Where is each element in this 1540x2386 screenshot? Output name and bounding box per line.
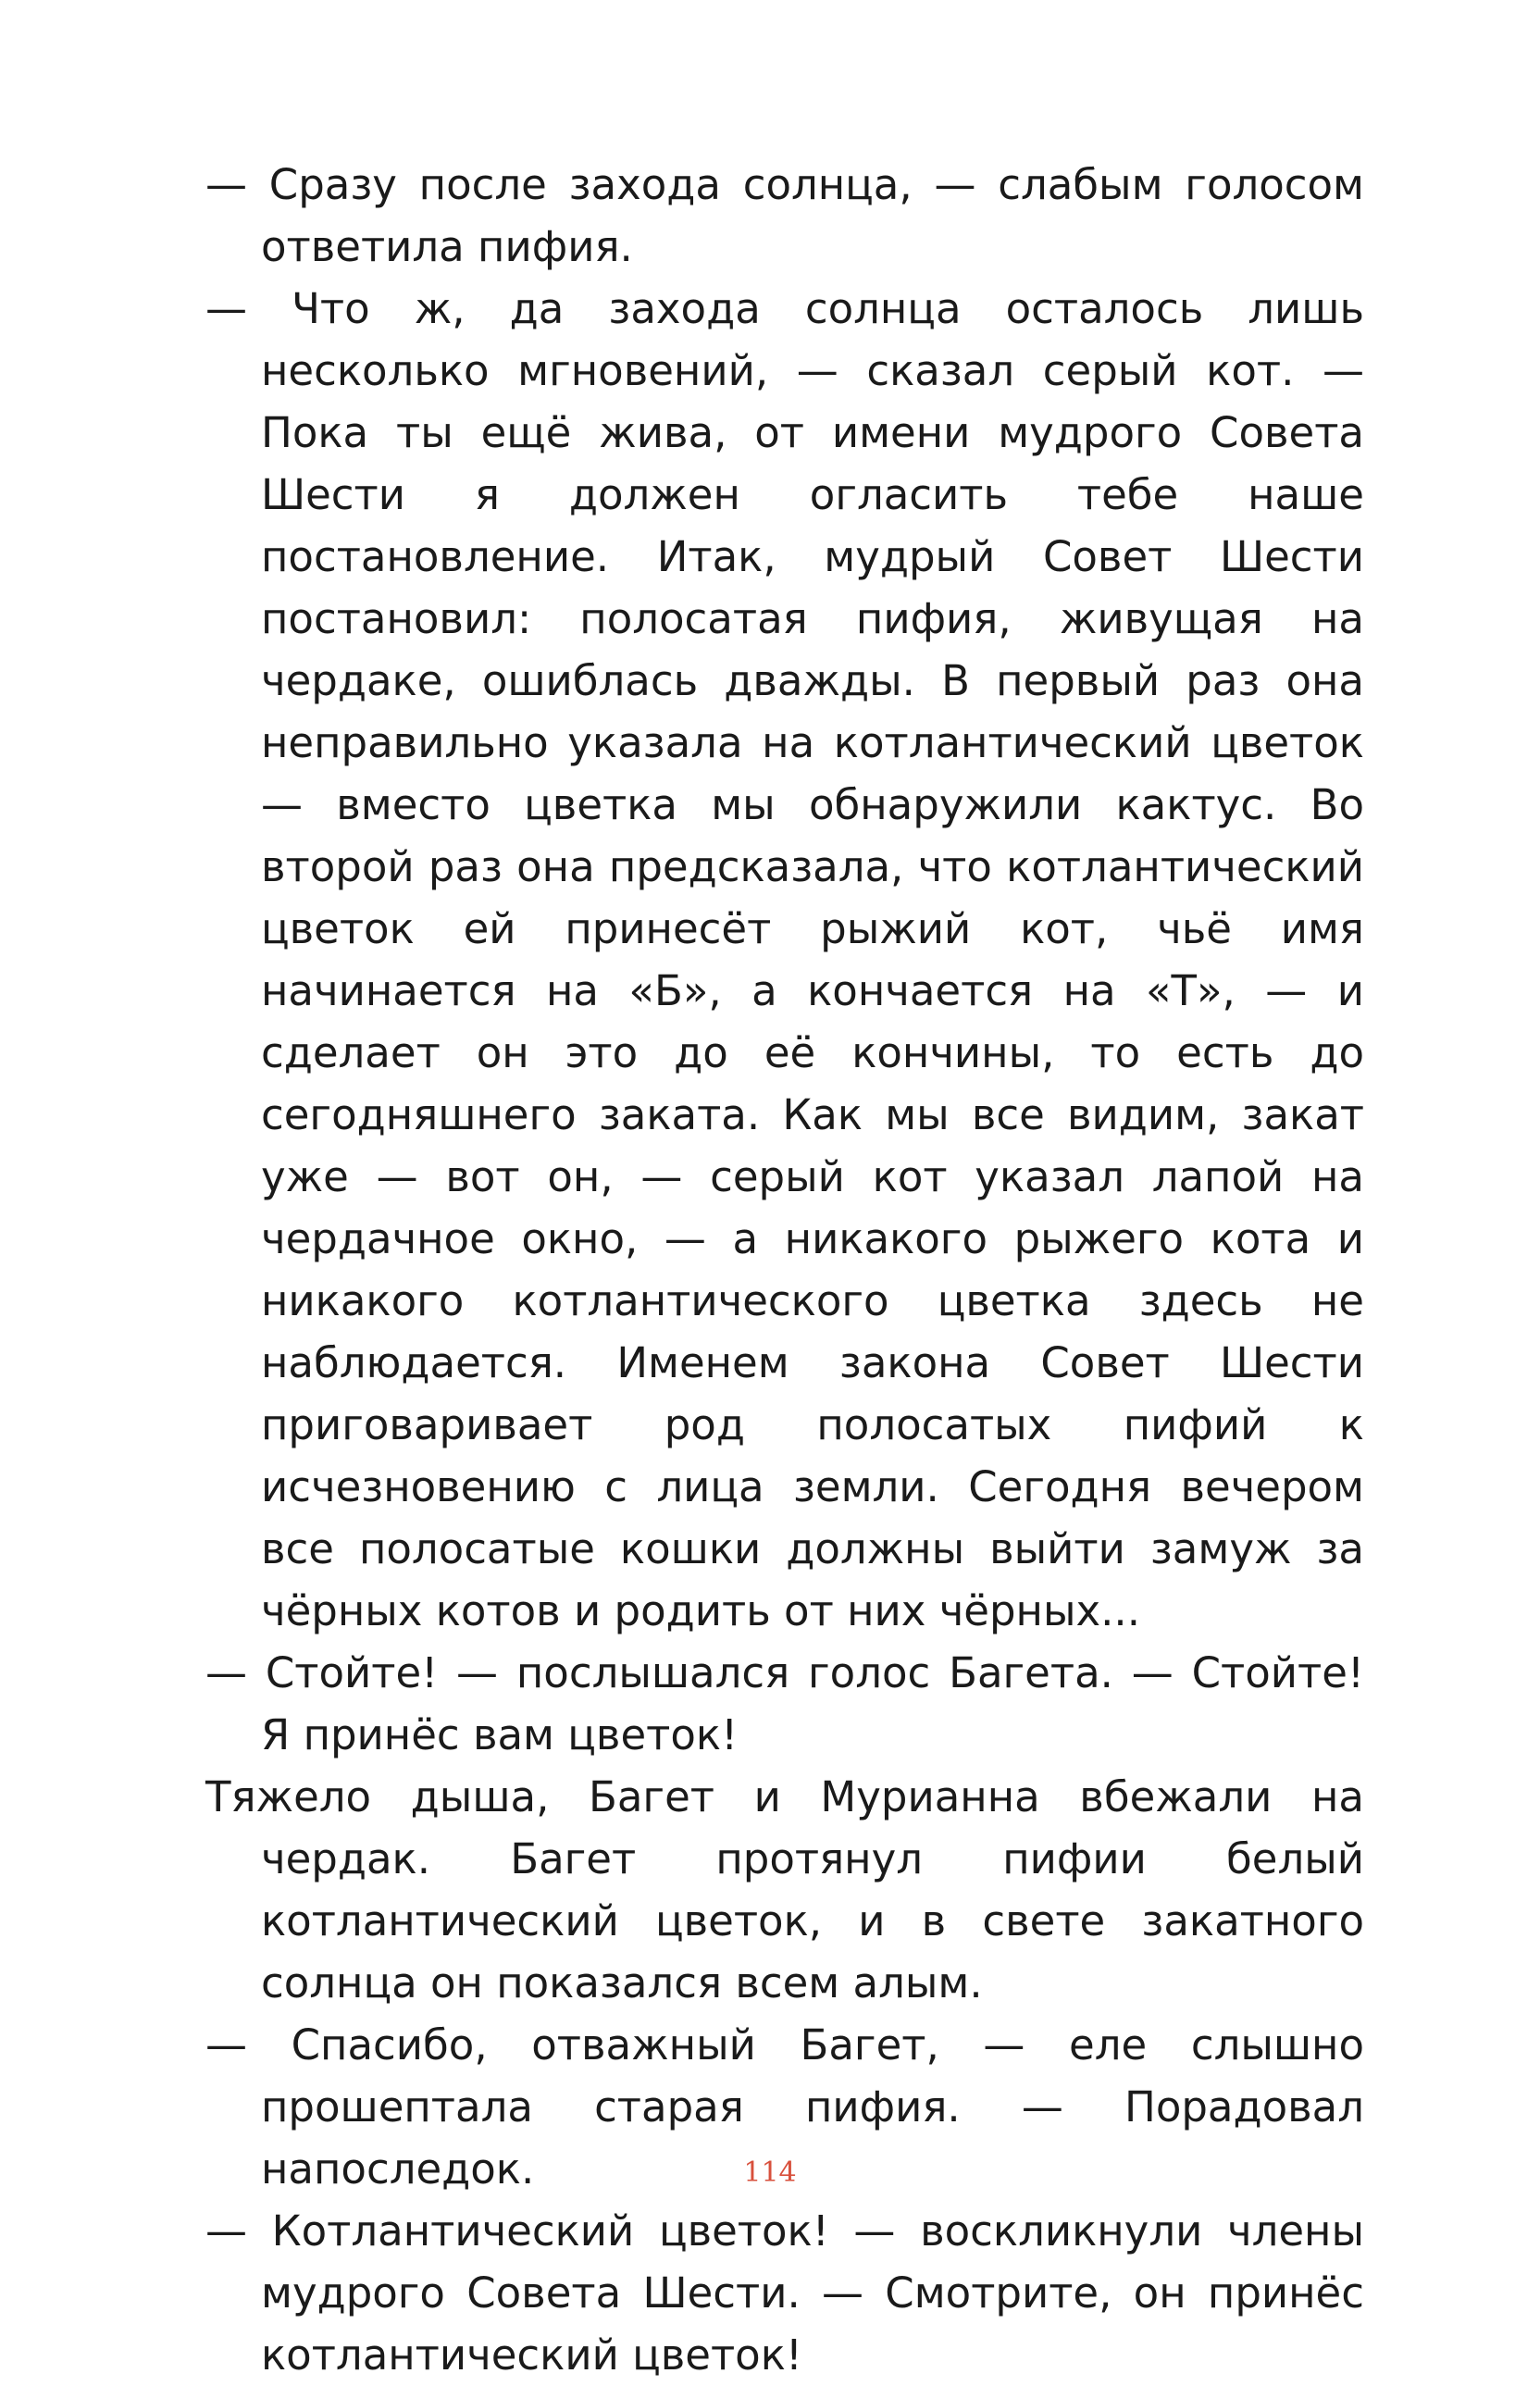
paragraph: Тяжело дыша, Багет и Мурианна вбежали на чердак. Багет протянул пифии белый котлантический цветок, и в свете закатного солнца он показался всем алым. [205,1772,1364,2007]
page-number: 114 [743,2156,797,2189]
paragraph: — Что ж, да захода солнца осталось лишь несколько мгновений, — сказал серый кот. — Пока ты ещё жива, от имени мудрого Совета Шести я должен огласить тебе наше постановление. Итак, мудрый Совет Шести постановил: полосатая пифия, живущая на чердаке, ошиблась дважды. В первый раз она неправильно указала на котлантический цветок — вместо цветка мы обнаружили кактус. Во второй раз она предсказала, что котлантический цветок ей принесёт рыжий кот, чьё имя начинается на «Б», а кончается на «Т», — и сделает он это до её кончины, то есть до сегодняшнего заката. Как мы все видим, закат уже — вот он, — серый кот указал лапой на чердачное окно, — а никакого рыжего кота и никакого котлантического цветка здесь не наблюдается. Именем закона Совет Шести приговаривает род полосатых пифий к исчезновению с лица земли. Сегодня вечером все полосатые кошки должны выйти замуж за чёрных котов и родить от них чёрных... [205,284,1364,1635]
paragraph: — Сразу после захода солнца, — слабым голосом ответила пифия. [205,160,1364,271]
paragraph: — Стойте! — послышался голос Багета. — Стойте! Я принёс вам цветок! [205,1648,1364,1759]
paragraph: — Спасибо, отважный Багет, — еле слышно прошептала старая пифия. — Порадовал напоследок. [205,2020,1364,2193]
page-body [205,154,1364,2386]
paragraph: — Котлантический цветок! — воскликнули члены мудрого Совета Шести. — Смотрите, он принёс котлантический цветок! [205,2206,1364,2380]
